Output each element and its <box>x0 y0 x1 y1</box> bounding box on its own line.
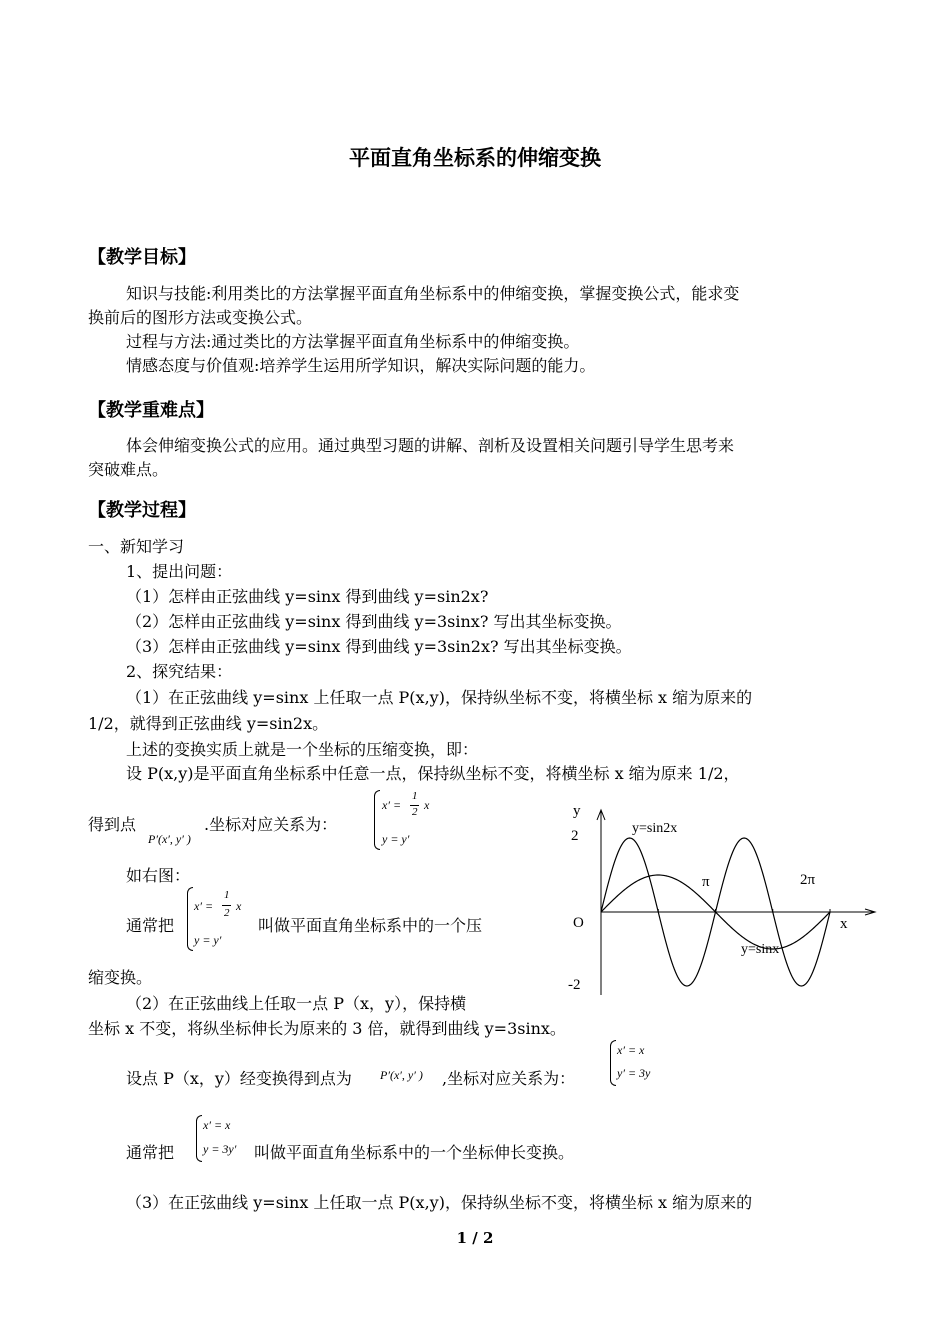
formula-compress-den-2: 2 <box>224 907 230 919</box>
process-line-09: 上述的变换实质上就是一个坐标的压缩变换，即： <box>126 740 479 759</box>
process-line-01: 一、新知学习 <box>88 537 185 556</box>
formula-stretch-x-2: x′ = x <box>203 1118 231 1132</box>
process-line-16: 坐标 x 不变，将纵坐标伸长为原来的 3 倍，就得到曲线 y=3sinx。 <box>88 1019 566 1038</box>
heading-keypoints: 【教学重难点】 <box>88 400 214 421</box>
keypoints-line-1: 体会伸缩变换公式的应用。通过典型习题的讲解、剖析及设置相关问题引导学生思考来 <box>126 436 735 455</box>
x-tick-label-pi: π <box>702 874 710 890</box>
point-p-prime: P′(x′, y′ ) <box>148 832 191 846</box>
process-line-17-end: ,坐标对应关系为： <box>442 1069 576 1088</box>
brace-compress-2 <box>187 887 193 951</box>
process-line-12: 如右图： <box>126 866 191 885</box>
keypoints-line-2: 突破难点。 <box>88 460 169 479</box>
process-line-10: 设 P(x,y)是平面直角坐标系中任意一点，保持纵坐标不变，将横坐标 x 缩为原来 1/2， <box>126 764 740 783</box>
process-line-14: 缩变换。 <box>88 968 153 987</box>
formula-stretch-x-1: x′ = x <box>617 1043 645 1057</box>
legend-sinx: y=sinx <box>741 942 780 957</box>
formula-compress-num-1: 1 <box>412 790 418 802</box>
origin-label: O <box>573 915 584 931</box>
process-line-02: 1、提出问题： <box>126 562 233 581</box>
process-line-07: （1）在正弦曲线 y=sinx 上任取一点 P(x,y)，保持纵坐标不变，将横坐标 x 缩为原来的 <box>126 688 753 707</box>
brace-compress-1 <box>374 790 380 850</box>
legend-sin2x: y=sin2x <box>632 821 678 836</box>
process-line-11-end: .坐标对应关系为： <box>204 815 338 834</box>
process-line-11-start: 得到点 <box>88 815 137 834</box>
formula-compress-xv-2: x <box>236 899 242 913</box>
formula-stretch-y-1: y′ = 3y <box>617 1066 651 1080</box>
process-line-06: 2、探究结果： <box>126 662 233 681</box>
formula-compress-num-2: 1 <box>224 889 230 901</box>
formula-compress-den-1: 2 <box>412 806 418 818</box>
process-line-04: （2）怎样由正弦曲线 y=sinx 得到曲线 y=3sinx? 写出其坐标变换。 <box>126 612 622 631</box>
brace-stretch-2 <box>196 1115 202 1162</box>
fraction-bar-2 <box>222 905 231 906</box>
process-line-13-start: 通常把 <box>126 916 175 935</box>
formula-compress-x-2: x′ = <box>194 899 214 913</box>
formula-compress-y-1: y = y′ <box>382 832 410 846</box>
sine-chart <box>540 790 890 1000</box>
process-line-17-start: 设点 P（x，y）经变换得到点为 <box>126 1069 352 1088</box>
y-tick-label-bottom: -2 <box>568 977 581 993</box>
x-tick-label-2pi: 2π <box>800 872 816 888</box>
process-line-15: （2）在正弦曲线上任取一点 P（x，y），保持横 <box>126 994 467 1013</box>
process-line-13-end: 叫做平面直角坐标系中的一个压 <box>258 916 483 935</box>
process-line-05: （3）怎样由正弦曲线 y=sinx 得到曲线 y=3sin2x? 写出其坐标变换。 <box>126 637 632 656</box>
process-line-19: （3）在正弦曲线 y=sinx 上任取一点 P(x,y)，保持纵坐标不变，将横坐标 x 缩为原来的 <box>126 1193 753 1212</box>
process-line-18-end: 叫做平面直角坐标系中的一个坐标伸长变换。 <box>254 1143 575 1162</box>
heading-process: 【教学过程】 <box>88 500 196 521</box>
page-title: 平面直角坐标系的伸缩变换 <box>349 146 601 170</box>
y-tick-label-top: 2 <box>571 828 579 844</box>
formula-compress-x-1: x′ = <box>382 798 402 812</box>
brace-stretch-1 <box>610 1040 616 1086</box>
x-axis-label: x <box>840 916 848 932</box>
formula-stretch-y-2: y = 3y′ <box>203 1142 237 1156</box>
formula-compress-xv-1: x <box>424 798 430 812</box>
goals-line-4: 情感态度与价值观:培养学生运用所学知识，解决实际问题的能力。 <box>126 356 596 375</box>
goals-line-3: 过程与方法:通过类比的方法掌握平面直角坐标系中的伸缩变换。 <box>126 332 580 351</box>
goals-line-2: 换前后的图形方法或变换公式。 <box>88 308 313 327</box>
goals-line-1: 知识与技能:利用类比的方法掌握平面直角坐标系中的伸缩变换，掌握变换公式，能求变 <box>126 284 740 303</box>
process-line-08: 1/2，就得到正弦曲线 y=sin2x。 <box>88 714 329 733</box>
y-axis-label: y <box>573 803 581 819</box>
process-line-03: （1）怎样由正弦曲线 y=sinx 得到曲线 y=sin2x? <box>126 587 489 606</box>
heading-goals: 【教学目标】 <box>88 247 196 268</box>
point-p-prime-2: P′(x′, y′ ) <box>380 1068 423 1082</box>
formula-compress-y-2: y = y′ <box>194 933 222 947</box>
process-line-18-start: 通常把 <box>126 1143 175 1162</box>
page-number: 1 / 2 <box>456 1229 494 1247</box>
